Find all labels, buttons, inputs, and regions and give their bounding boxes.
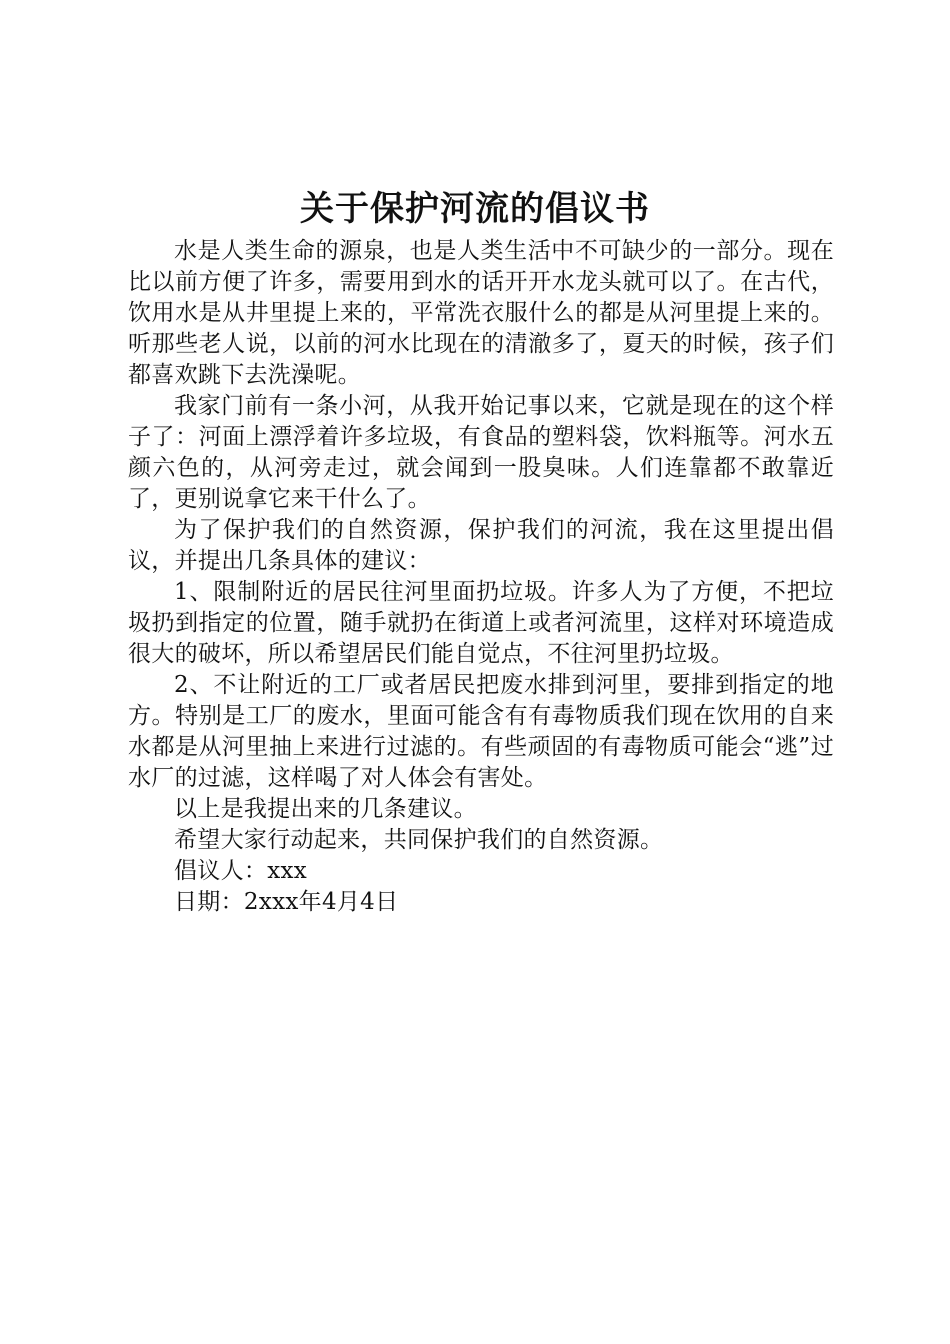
suggestion-item-1: 1、限制附近的居民往河里面扔垃圾。许多人为了方便，不把垃圾扔到指定的位置，随手就扔在街道上或者河流里，这样对环境造成很大的破坏，所以希望居民们能自觉点，不往河里扔垃圾。 [128, 579, 834, 667]
paragraph-river-description: 我家门前有一条小河，从我开始记事以来，它就是现在的这个样子了：河面上漂浮着许多垃圾，有食品的塑料袋，饮料瓶等。河水五颜六色的，从河旁走过，就会闻到一股臭味。人们连靠都不敢靠近了，更别说拿它来干什么了。 [128, 393, 834, 512]
signature-date: 日期：2xxx年4月4日 [174, 889, 399, 915]
paragraph-intro: 水是人类生命的源泉，也是人类生活中不可缺少的一部分。现在比以前方便了许多，需要用到水的话开开水龙头就可以了。在古代，饮用水是从井里提上来的，平常洗衣服什么的都是从河里提上来的。听那些老人说，以前的河水比现在的清澈多了，夏天的时候，孩子们都喜欢跳下去洗澡呢。 [128, 238, 834, 388]
document-body [128, 236, 834, 918]
paragraph-summary: 以上是我提出来的几条建议。 [174, 796, 477, 822]
paragraph-proposal: 为了保护我们的自然资源，保护我们的河流，我在这里提出倡议，并提出几条具体的建议： [128, 517, 834, 574]
document-title: 关于保护河流的倡议书 [300, 189, 650, 229]
signature-initiator: 倡议人：xxx [174, 858, 308, 884]
suggestion-item-2: 2、不让附近的工厂或者居民把废水排到河里，要排到指定的地方。特别是工厂的废水，里面可能含有有毒物质我们现在饮用的自来水都是从河里抽上来进行过滤的。有些顽固的有毒物质可能会“逃”过水厂的过滤，这样喝了对人体会有害处。 [128, 672, 834, 791]
paragraph-call-to-action: 希望大家行动起来，共同保护我们的自然资源。 [174, 827, 664, 853]
